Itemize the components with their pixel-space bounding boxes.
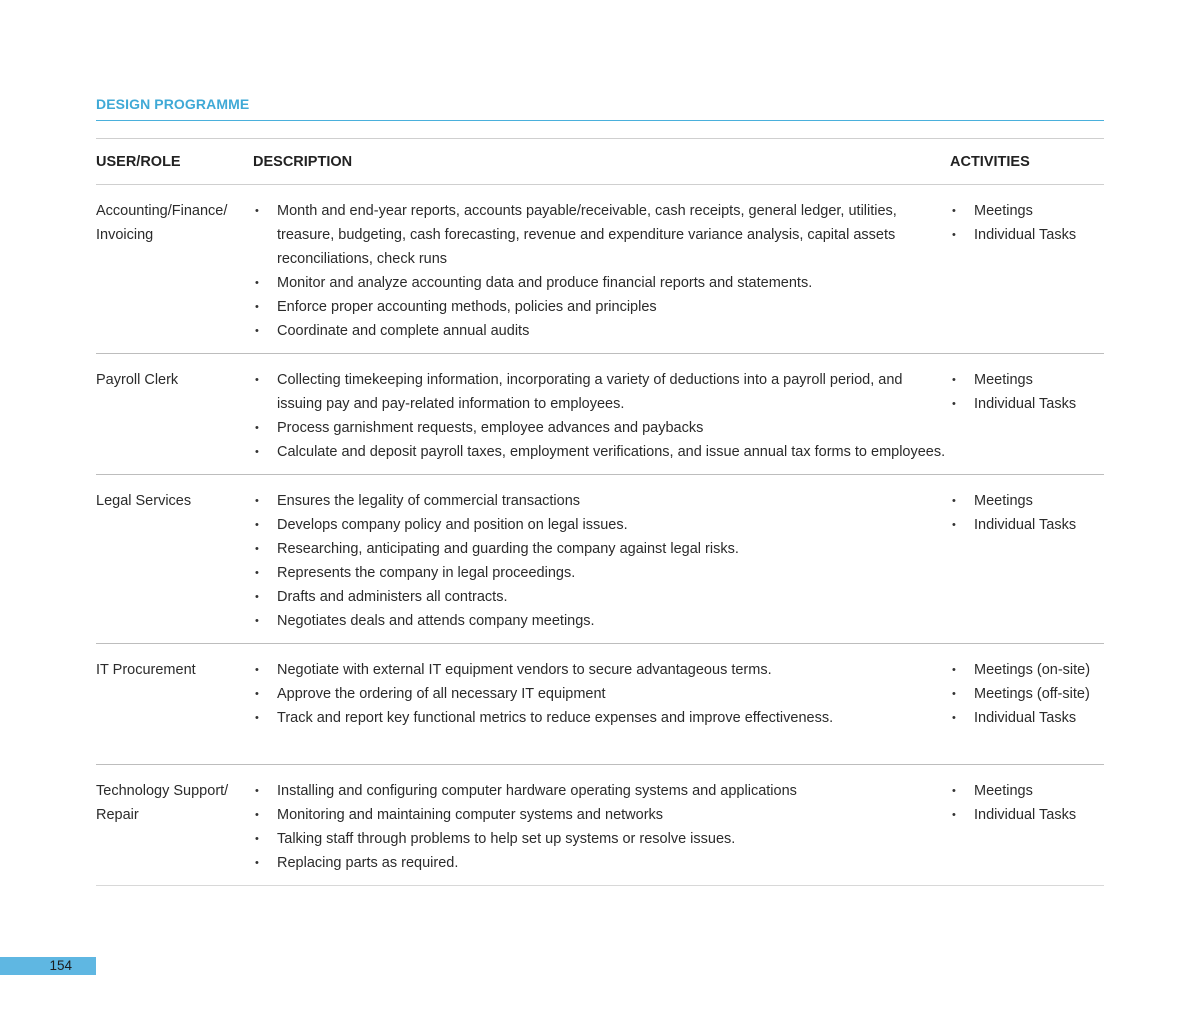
description-cell (253, 354, 950, 475)
activity-item: • Individual Tasks (950, 803, 1104, 827)
description-item: • Installing and configuring computer hardware operating systems and applications (253, 779, 950, 803)
description-item: • Develops company policy and position on legal issues. (253, 513, 950, 537)
description-item: • Monitoring and maintaining computer systems and networks (253, 803, 950, 827)
description-item: • Represents the company in legal proceedings. (253, 561, 950, 585)
title-divider (96, 120, 1104, 121)
table-row (96, 185, 1104, 354)
description-item: • Negotiates deals and attends company meetings. (253, 609, 950, 633)
role-cell: Payroll Clerk (96, 354, 253, 475)
role-cell: Accounting/Finance/ Invoicing (96, 185, 253, 354)
description-item: • Drafts and administers all contracts. (253, 585, 950, 609)
activity-item: • Meetings (on-site) (950, 658, 1104, 682)
description-cell (253, 765, 950, 886)
activities-cell (950, 644, 1104, 765)
description-item: • Collecting timekeeping information, incorporating a variety of deductions into a payroll period, and issuing pay and pay-related information to employees. (253, 368, 950, 416)
description-item: • Monitor and analyze accounting data and produce financial reports and statements. (253, 271, 950, 295)
header-activities: ACTIVITIES (950, 139, 1104, 185)
activity-item: • Meetings (950, 199, 1104, 223)
description-item: • Track and report key functional metrics to reduce expenses and improve effectiveness. (253, 706, 950, 730)
table-row (96, 765, 1104, 886)
activity-item: • Meetings (950, 368, 1104, 392)
table-header-row (96, 139, 1104, 185)
activity-item: • Meetings (off-site) (950, 682, 1104, 706)
description-item: • Coordinate and complete annual audits (253, 319, 950, 343)
activity-item: • Individual Tasks (950, 706, 1104, 730)
activity-item: • Meetings (950, 779, 1104, 803)
table-row (96, 644, 1104, 765)
description-item: • Month and end-year reports, accounts payable/receivable, cash receipts, general ledger, utilities, treasure, budgeting, cash forecasting, revenue and expenditure variance analysis, capital assets reconciliations, check runs (253, 199, 950, 271)
activities-cell (950, 185, 1104, 354)
table-row (96, 354, 1104, 475)
description-item: • Ensures the legality of commercial transactions (253, 489, 950, 513)
description-item: • Calculate and deposit payroll taxes, employment verifications, and issue annual tax forms to employees. (253, 440, 950, 464)
role-cell: IT Procurement (96, 644, 253, 765)
design-programme-table (96, 138, 1104, 886)
description-cell (253, 644, 950, 765)
description-item: • Researching, anticipating and guarding the company against legal risks. (253, 537, 950, 561)
description-item: • Talking staff through problems to help set up systems or resolve issues. (253, 827, 950, 851)
header-user-role: USER/ROLE (96, 139, 253, 185)
activities-cell (950, 354, 1104, 475)
activities-cell (950, 475, 1104, 644)
header-description: DESCRIPTION (253, 139, 950, 185)
description-item: • Approve the ordering of all necessary IT equipment (253, 682, 950, 706)
activity-item: • Meetings (950, 489, 1104, 513)
role-cell: Legal Services (96, 475, 253, 644)
activity-item: • Individual Tasks (950, 223, 1104, 247)
activity-item: • Individual Tasks (950, 392, 1104, 416)
role-cell: Technology Support/ Repair (96, 765, 253, 886)
description-cell (253, 475, 950, 644)
activity-item: • Individual Tasks (950, 513, 1104, 537)
page-number: 154 (0, 957, 96, 975)
activities-cell (950, 765, 1104, 886)
section-title: DESIGN PROGRAMME (96, 96, 250, 112)
description-item: • Process garnishment requests, employee advances and paybacks (253, 416, 950, 440)
description-item: • Enforce proper accounting methods, policies and principles (253, 295, 950, 319)
table-row (96, 475, 1104, 644)
description-item: • Replacing parts as required. (253, 851, 950, 875)
description-cell (253, 185, 950, 354)
description-item: • Negotiate with external IT equipment vendors to secure advantageous terms. (253, 658, 950, 682)
